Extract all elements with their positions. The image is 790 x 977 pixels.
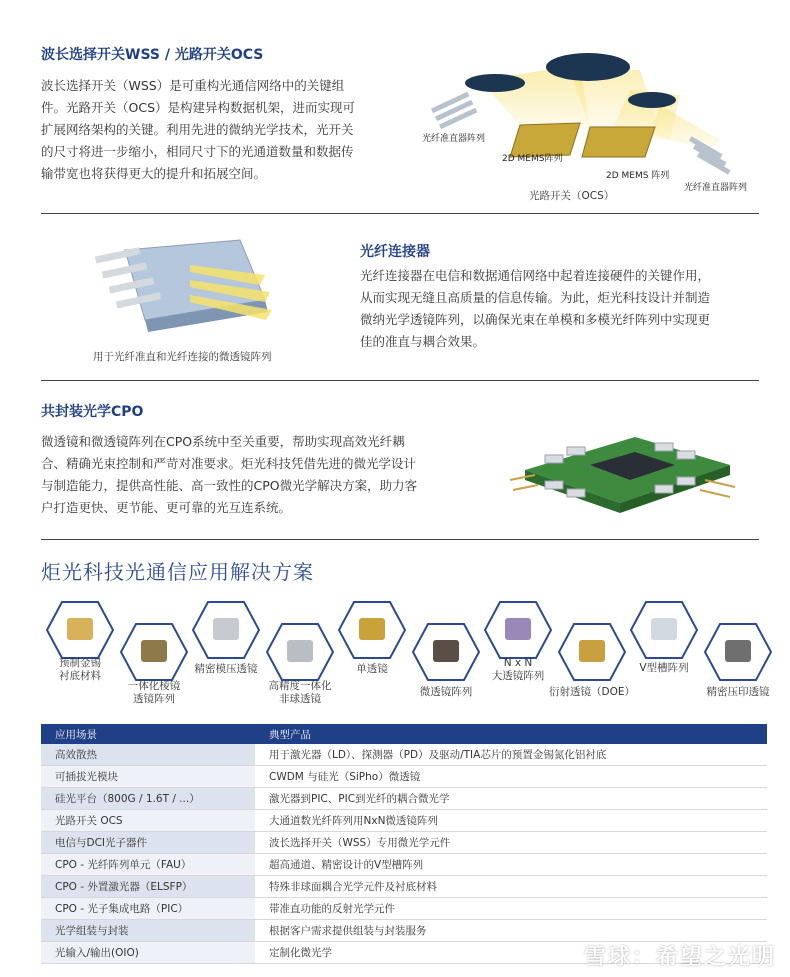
cpo-illustration: [505, 425, 745, 525]
table-cell-scenario: 电信与DCI光子器件: [41, 832, 255, 854]
table-header-cell: 典型产品: [255, 724, 767, 744]
product-label-line: 大透镜阵列: [491, 670, 545, 682]
product-hex-icon: [483, 600, 553, 660]
connector-line: 光纤连接器在电信和数据通信网络中起着连接硬件的关键作用，: [360, 268, 711, 283]
ocs-label-mems-right: 2D MEMS 阵列: [606, 171, 670, 181]
table-row: [41, 788, 767, 810]
divider: [41, 213, 759, 214]
product-label-line: N x N: [503, 657, 533, 669]
product-label-line: 精密压印透镜: [706, 686, 770, 698]
table-cell-scenario: 高效散热: [41, 744, 255, 766]
product-label-line: 精密模压透镜: [194, 663, 258, 675]
table-row: [41, 920, 767, 942]
ocs-label-left-collimator: 光纤准直器阵列: [422, 134, 486, 144]
table-cell-scenario: CPO - 光纤阵列单元（FAU）: [41, 854, 255, 876]
product-label-line: 衬底材料: [59, 670, 101, 682]
table-row: [41, 832, 767, 854]
table-cell-product: 定制化微光学: [255, 942, 767, 964]
connector-title: 光纤连接器: [360, 244, 430, 260]
product-hex-icon: [629, 600, 699, 660]
product-label: [537, 686, 647, 699]
microlens-array-illustration: [90, 230, 290, 345]
product-label-line: 预制金锡: [59, 657, 101, 669]
application-table: [41, 724, 767, 964]
ocs-label-right-collimator: 光纤准直器阵列: [684, 183, 748, 193]
product-label: [683, 686, 790, 699]
product-label-line: 一体化棱镜: [127, 680, 181, 692]
divider: [41, 539, 759, 540]
product-label-line: V型槽阵列: [639, 662, 689, 674]
table-cell-product: 带准直功能的反射光学元件: [255, 898, 767, 920]
solutions-title: 炬光科技光通信应用解决方案: [41, 560, 314, 584]
table-cell-scenario: 可插拔光模块: [41, 766, 255, 788]
table-cell-scenario: CPO - 光子集成电路（PIC）: [41, 898, 255, 920]
table-cell-product: 大通道数光纤阵列用NxN微透镜阵列: [255, 810, 767, 832]
table-row: [41, 854, 767, 876]
connector-line: 从而实现无缝且高质量的信息传输。为此，炬光科技设计并制造: [360, 290, 711, 305]
table-cell-product: CWDM 与硅光（SiPho）微透镜: [255, 766, 767, 788]
product-hex-icon: [45, 600, 115, 660]
table-cell-product: 超高通道、精密设计的V型槽阵列: [255, 854, 767, 876]
wss-line: 波长选择开关（WSS）是可重构光通信网络中的关键组: [41, 78, 345, 93]
cpo-body: [41, 431, 441, 519]
table-cell-scenario: 光输入/输出(OIO): [41, 942, 255, 964]
table-cell-scenario: 硅光平台（800G / 1.6T / ...）: [41, 788, 255, 810]
table-cell-product: 用于激光器（LD）、探测器（PD）及驱动/TIA芯片的预置金锡氮化铝衬底: [255, 744, 767, 766]
table-cell-product: 激光器到PIC、PIC到光纤的耦合微光学: [255, 788, 767, 810]
product-label-line: 衍射透镜（DOE）: [549, 686, 635, 698]
table-row: [41, 810, 767, 832]
product-label: [99, 680, 209, 706]
product-label-line: 单透镜: [356, 663, 388, 675]
wss-line: 的尺寸将进一步缩小，相同尺寸下的光通道数量和数据传: [41, 144, 354, 159]
ocs-caption: 光路开关（OCS）: [529, 190, 615, 202]
product-label-line: 高精度一体化: [268, 680, 332, 692]
table-cell-product: 波长选择开关（WSS）专用微光学元件: [255, 832, 767, 854]
table-row: [41, 766, 767, 788]
product-hex-icon: [337, 600, 407, 660]
cpo-title: 共封装光学CPO: [41, 404, 144, 420]
wss-line: 扩展网络架构的关键。利用先进的微纳光学技术，光开关: [41, 122, 354, 137]
ocs-illustration: [420, 45, 760, 195]
table-row: [41, 876, 767, 898]
wss-line: 件。光路开关（OCS）是构建异构数据机架，进而实现可: [41, 100, 356, 115]
product-label-line: 微透镜阵列: [419, 686, 473, 698]
watermark: 雪球：希望之光明: [583, 945, 776, 970]
product-label-line: 非球透镜: [279, 693, 321, 705]
product-label: [245, 680, 355, 706]
product-hex-icon: [703, 622, 773, 682]
wss-body: [41, 75, 391, 185]
table-header-cell: 应用场景: [41, 724, 255, 744]
table-row: [41, 744, 767, 766]
wss-line: 输带宽也将获得更大的提升和拓展空间。: [41, 166, 267, 181]
connector-body: [360, 265, 760, 353]
table-cell-scenario: 光路开关 OCS: [41, 810, 255, 832]
table-cell-product: 根据客户需求提供组装与封装服务: [255, 920, 767, 942]
cpo-line: 与制造能力，提供高性能、高一致性的CPO微光学解决方案，助力客: [41, 478, 418, 493]
cpo-line: 户打造更快、更节能、更可靠的光互连系统。: [41, 500, 292, 515]
wss-title: 波长选择开关WSS / 光路开关OCS: [41, 47, 264, 63]
table-cell-scenario: 光学组装与封装: [41, 920, 255, 942]
connector-caption: 用于光纤准直和光纤连接的微透镜阵列: [93, 351, 272, 363]
table-cell-scenario: CPO - 外置激光器（ELSFP）: [41, 876, 255, 898]
divider: [41, 380, 759, 381]
table-header-row: [41, 724, 767, 744]
ocs-label-mems-left: 2D MEMS阵列: [502, 154, 563, 164]
table-cell-product: 特殊非球面耦合光学元件及衬底材料: [255, 876, 767, 898]
connector-line: 微纳光学透镜阵列，以确保光束在单模和多模光纤阵列中实现更: [360, 312, 711, 327]
product-hex-icon: [191, 600, 261, 660]
product-label-line: 透镜阵列: [133, 693, 175, 705]
cpo-line: 合、精确光束控制和严苛对准要求。炬光科技凭借先进的微光学设计: [41, 456, 417, 471]
connector-line: 佳的准直与耦合效果。: [360, 334, 486, 349]
cpo-line: 微透镜和微透镜阵列在CPO系统中至关重要，帮助实现高效光纤耦: [41, 434, 405, 449]
table-row: [41, 898, 767, 920]
product-label: [391, 686, 501, 699]
